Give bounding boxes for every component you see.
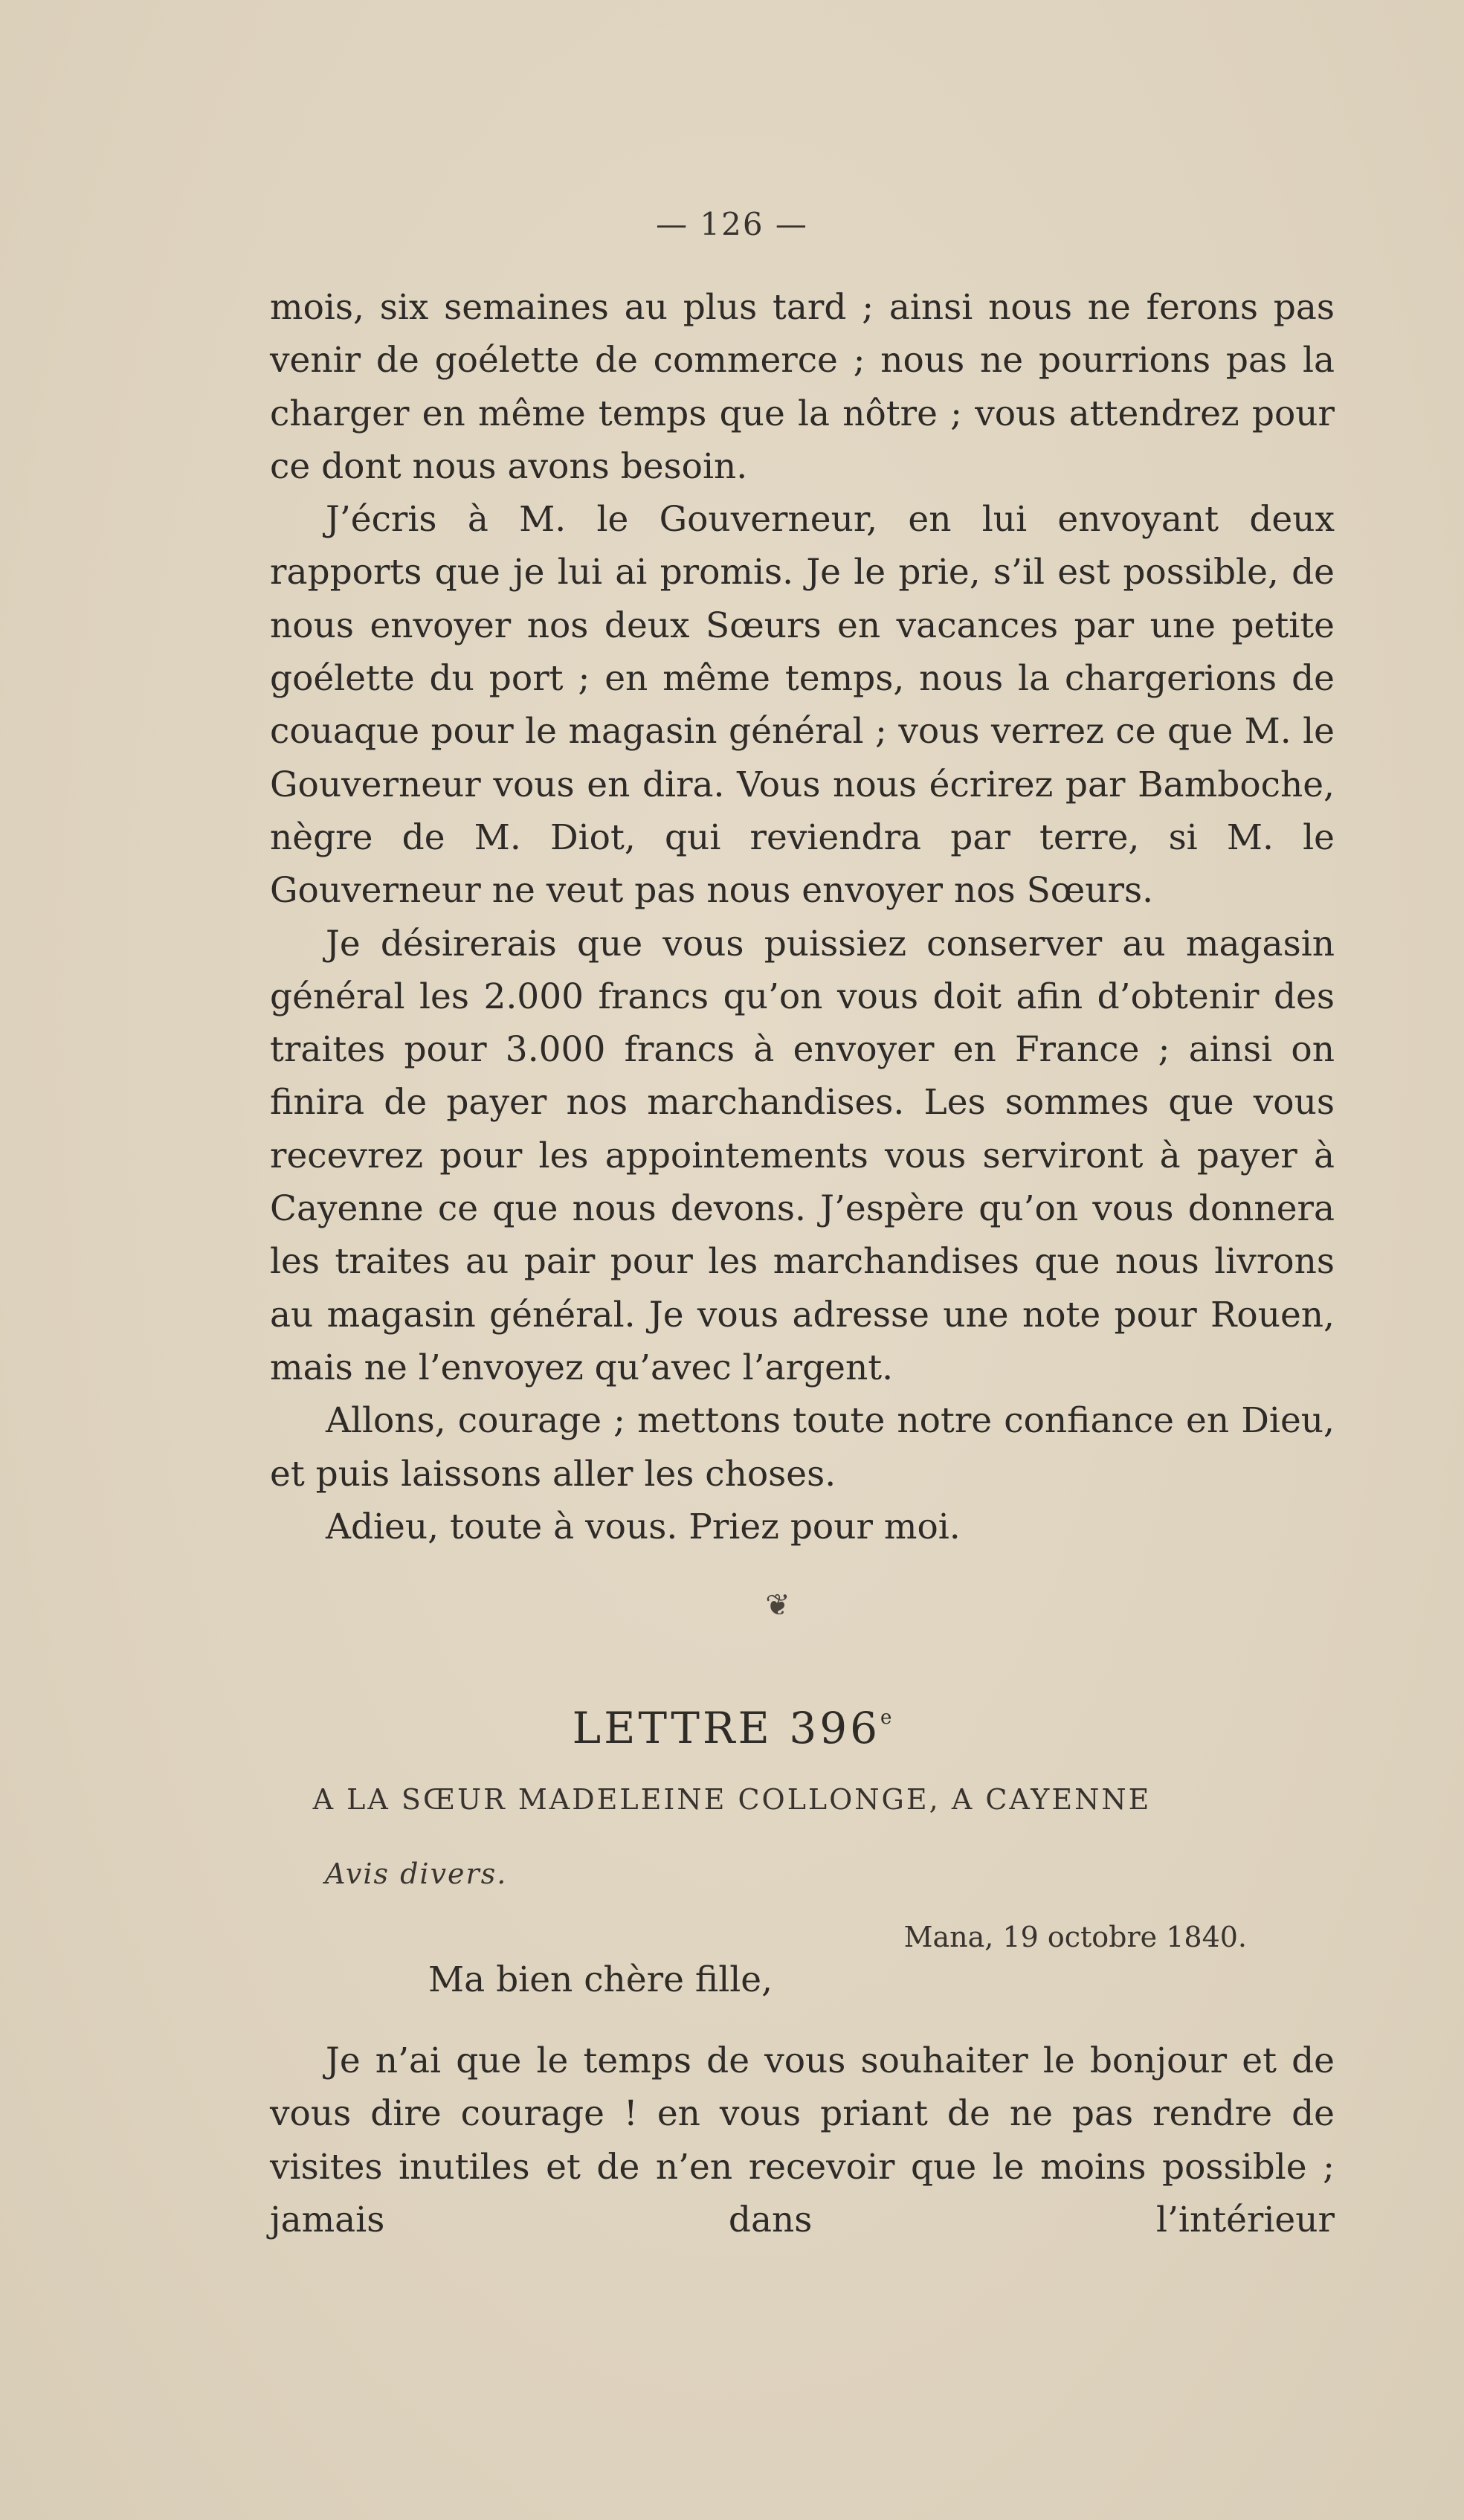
letter-title-sup: e: [880, 1707, 892, 1729]
letter-recipient: A LA SŒUR MADELEINE COLLONGE, A CAYENNE: [312, 1783, 1152, 1816]
paragraph: mois, six semaines au plus tard ; ainsi nous ne ferons pas venir de goélette de commerce ; nous ne pourrions pas la charger en même temps que la nôtre ; vous attendrez pour ce dont nous avons besoin.: [270, 287, 1335, 487]
paragraph: J’écris à M. le Gouverneur, en lui envoyant deux rapports que je lui ai promis. Je le prie, s’il est possible, de nous envoyer nos deux Sœurs en vacances par une petite goélette du port ; en même temps, nous la chargerions de couaque pour le magasin général ; vous verrez ce que M. le Gouverneur vous en dira. Vous nous écrirez par Bamboche, nègre de M. Diot, qui reviendra par terre, si M. le Gouverneur ne veut pas nous envoyer nos Sœurs.: [270, 499, 1335, 912]
letter-body: [270, 2034, 1335, 2246]
paragraph: Allons, courage ; mettons toute notre confiance en Dieu, et puis laissons aller les choses.: [270, 1400, 1335, 1495]
letter-heading: [0, 1703, 1464, 1753]
letter-continuation: [270, 281, 1335, 1553]
letter-summary: Avis divers.: [325, 1857, 508, 1890]
paragraph: Je n’ai que le temps de vous souhaiter le bonjour et de vous dire courage ! en vous priant de ne pas rendre de visites inutiles et de n’en recevoir que le moins possible ; jamais dans l’intérieur: [270, 2040, 1335, 2240]
letter-title: LETTRE 396: [572, 1703, 881, 1753]
paragraph: Adieu, toute à vous. Priez pour moi.: [326, 1506, 961, 1547]
page-number: — 126 —: [656, 206, 808, 242]
ornament-icon: ❦: [765, 1588, 790, 1622]
paragraph: Je désirerais que vous puissiez conserver au magasin général les 2.000 francs qu’on vous doit afin d’obtenir des traites pour 3.000 francs à envoyer en France ; ainsi on finira de payer nos marchandises. Les sommes que vous recevrez pour les appointements vous serviront à payer à Cayenne ce que nous devons. J’espère qu’on vous donnera les traites au pair pour les marchandises que nous livrons au magasin général. Je vous adresse une note pour Rouen, mais ne l’envoyez qu’avec l’argent.: [270, 923, 1335, 1388]
letter-salutation: Ma bien chère fille,: [428, 1959, 773, 2000]
letter-place-date: Mana, 19 octobre 1840.: [903, 1921, 1247, 1953]
